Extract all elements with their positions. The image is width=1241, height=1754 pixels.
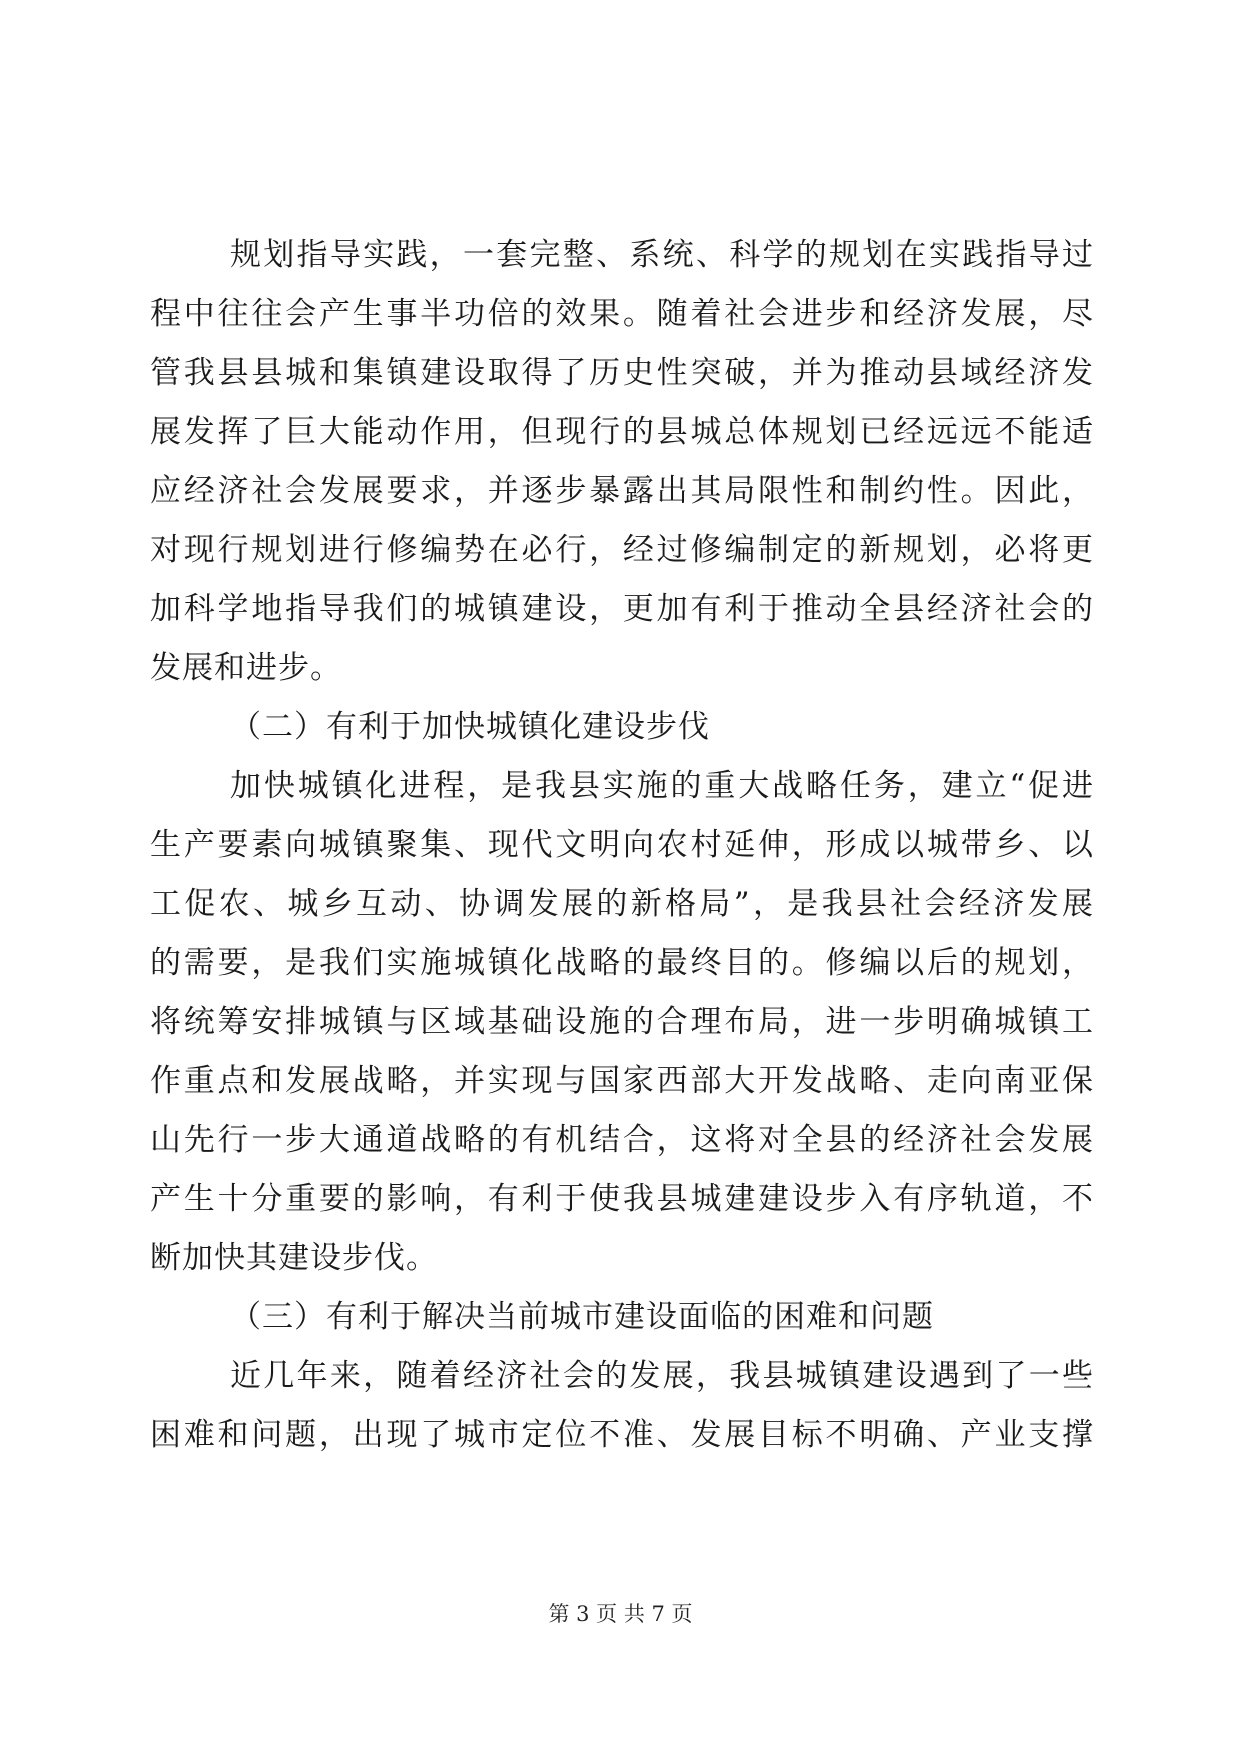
page-footer: 第 3 页 共 7 页 (548, 1602, 693, 1626)
text-line: 程中往往会产生事半功倍的效果。随着社会进步和经济发展，尽 (150, 296, 1094, 332)
text-line: 加科学地指导我们的城镇建设，更加有利于推动全县经济社会的 (150, 591, 1094, 627)
text-line: 生产要素向城镇聚集、现代文明向农村延伸，形成以城带乡、以 (150, 827, 1094, 863)
text-line: 管我县县城和集镇建设取得了历史性突破，并为推动县域经济发 (150, 355, 1094, 391)
text-line: 规划指导实践，一套完整、系统、科学的规划在实践指导过 (230, 237, 1094, 273)
text-line: 将统筹安排城镇与区域基础设施的合理布局，进一步明确城镇工 (150, 1004, 1094, 1040)
text-line: 产生十分重要的影响，有利于使我县城建建设步入有序轨道，不 (150, 1181, 1094, 1217)
section-heading (150, 1288, 1094, 1347)
text-line: 断加快其建设步伐。 (150, 1240, 438, 1276)
text-line: 近几年来，随着经济社会的发展，我县城镇建设遇到了一些 (230, 1358, 1094, 1394)
text-line: 发展和进步。 (150, 650, 342, 686)
document-body (150, 226, 1094, 1465)
paragraph (150, 1347, 1094, 1465)
text-line: 困难和问题，出现了城市定位不准、发展目标不明确、产业支撑 (150, 1417, 1094, 1453)
paragraph (150, 757, 1094, 1288)
text-line: （二）有利于加快城镇化建设步伐 (230, 709, 710, 745)
text-line: 山先行一步大通道战略的有机结合，这将对全县的经济社会发展 (150, 1122, 1094, 1158)
text-line: 应经济社会发展要求，并逐步暴露出其局限性和制约性。因此， (150, 473, 1094, 509)
text-line: （三）有利于解决当前城市建设面临的困难和问题 (230, 1299, 934, 1335)
text-line: 加快城镇化进程，是我县实施的重大战略任务，建立“促进 (230, 768, 1094, 804)
paragraph (150, 226, 1094, 698)
section-heading (150, 698, 1094, 757)
text-line: 工促农、城乡互动、协调发展的新格局”，是我县社会经济发展 (150, 886, 1094, 922)
text-line: 对现行规划进行修编势在必行，经过修编制定的新规划，必将更 (150, 532, 1094, 568)
text-line: 的需要，是我们实施城镇化战略的最终目的。修编以后的规划， (150, 945, 1094, 981)
text-line: 作重点和发展战略，并实现与国家西部大开发战略、走向南亚保 (150, 1063, 1094, 1099)
text-line: 展发挥了巨大能动作用，但现行的县城总体规划已经远远不能适 (150, 414, 1094, 450)
